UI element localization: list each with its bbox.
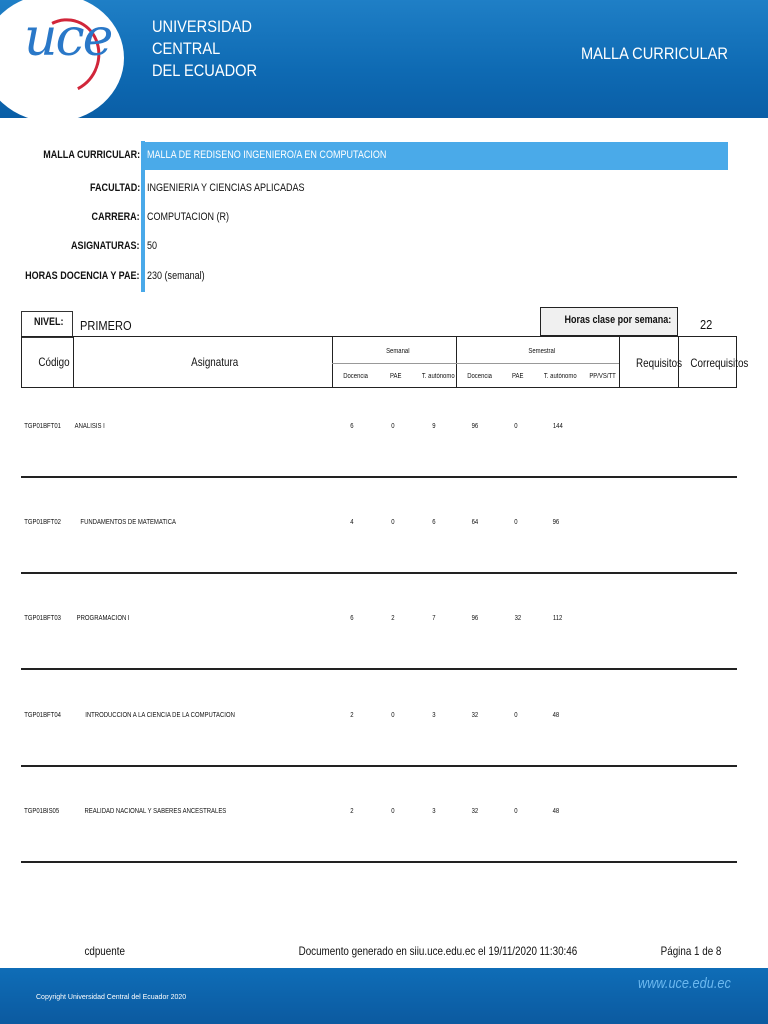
col-autonomo-sem: T. autónomo [543, 373, 577, 380]
col-asignatura: Asignatura [191, 355, 239, 369]
carrera-value: COMPUTACION (R) [147, 211, 230, 223]
row-docencia-sem: 96 [471, 423, 479, 430]
col-correquisitos: Correquisitos [690, 356, 749, 370]
col-pae: PAE [390, 373, 402, 380]
table-row [21, 382, 737, 478]
carrera-label: CARRERA: [91, 211, 140, 223]
col-requisitos: Requisitos [636, 356, 682, 370]
col-semestral: Semestral [528, 348, 556, 355]
table-row [21, 671, 737, 767]
university-line-2: CENTRAL [152, 39, 221, 58]
horas-semana-box [540, 307, 678, 336]
row-docencia: 4 [350, 519, 354, 526]
footer-user: cdpuente [84, 944, 125, 958]
row-pae-sem: 32 [514, 615, 522, 622]
university-name [152, 16, 257, 82]
row-docencia: 6 [350, 615, 354, 622]
row-pae: 0 [391, 423, 395, 430]
row-pae: 0 [391, 519, 395, 526]
col-docencia-sem: Docencia [467, 373, 492, 380]
row-docencia-sem: 64 [471, 519, 479, 526]
row-autonomo-sem: 96 [552, 519, 560, 526]
row-autonomo-sem: 112 [552, 615, 563, 622]
row-autonomo-sem: 48 [552, 808, 560, 815]
horas-value: 230 (semanal) [147, 270, 205, 282]
nivel-label: NIVEL: [34, 316, 64, 328]
website-link[interactable]: www.uce.edu.ec [638, 975, 731, 992]
row-name: ANALISIS I [74, 423, 105, 430]
footer-page: Página 1 de 8 [660, 944, 722, 958]
row-code: TGP01BFT02 [24, 519, 61, 526]
university-line-1: UNIVERSIDAD [152, 17, 252, 36]
row-name: FUNDAMENTOS DE MATEMATICA [80, 519, 176, 526]
row-autonomo: 6 [432, 519, 436, 526]
row-pae: 2 [391, 615, 395, 622]
row-code: TGP01BFT03 [24, 615, 61, 622]
facultad-label: FACULTAD: [89, 182, 140, 194]
col-autonomo: T. autónomo [421, 373, 455, 380]
info-accent-bar [141, 141, 145, 292]
table-row [21, 767, 737, 863]
row-pae-sem: 0 [514, 808, 518, 815]
row-name: PROGRAMACION I [76, 615, 130, 622]
row-docencia-sem: 32 [471, 808, 479, 815]
nivel-label-box [21, 311, 73, 338]
col-ppvstt: PP/VS/TT [589, 373, 616, 380]
row-autonomo-sem: 48 [552, 712, 560, 719]
table-row [21, 574, 737, 670]
row-docencia-sem: 96 [471, 615, 479, 622]
col-semanal: Semanal [386, 348, 410, 355]
row-name: REALIDAD NACIONAL Y SABERES ANCESTRALES [84, 808, 227, 815]
horas-label: HORAS DOCENCIA Y PAE: [25, 270, 140, 282]
row-autonomo-sem: 144 [552, 423, 563, 430]
row-autonomo: 7 [432, 615, 436, 622]
row-pae: 0 [391, 808, 395, 815]
col-pae-sem: PAE [512, 373, 524, 380]
malla-value: MALLA DE REDISENO INGENIERO/A EN COMPUTACION [147, 149, 387, 161]
horas-semana-label: Horas clase por semana: [564, 314, 671, 326]
row-docencia-sem: 32 [471, 712, 479, 719]
row-pae: 0 [391, 712, 395, 719]
row-pae-sem: 0 [514, 712, 518, 719]
row-docencia: 6 [350, 423, 354, 430]
row-docencia: 2 [350, 808, 354, 815]
asignaturas-value: 50 [147, 240, 158, 252]
row-pae-sem: 0 [514, 519, 518, 526]
col-docencia: Docencia [343, 373, 368, 380]
copyright: Copyright Universidad Central del Ecuador 2020 [36, 994, 187, 1001]
row-autonomo: 3 [432, 712, 436, 719]
uce-logo: uce [24, 8, 112, 68]
table-row [21, 478, 737, 574]
university-line-3: DEL ECUADOR [152, 61, 258, 80]
document-title: MALLA CURRICULAR [580, 44, 728, 63]
facultad-value: INGENIERIA Y CIENCIAS APLICADAS [147, 182, 305, 194]
malla-label: MALLA CURRICULAR: [43, 149, 140, 161]
asignaturas-label: ASIGNATURAS: [71, 240, 140, 252]
row-code: TGP01BFT01 [24, 423, 61, 430]
row-divider [21, 668, 737, 670]
col-codigo: Código [38, 355, 70, 369]
row-docencia: 2 [350, 712, 354, 719]
footer-generated: Documento generado en siiu.uce.edu.ec el 19/11/2020 11:30:46 [298, 944, 578, 958]
table-header [21, 336, 749, 388]
row-code: TGP01BFT04 [24, 712, 61, 719]
row-autonomo: 9 [432, 423, 436, 430]
nivel-value: PRIMERO [80, 318, 132, 333]
horas-semana-value: 22 [700, 317, 713, 332]
row-pae-sem: 0 [514, 423, 518, 430]
row-autonomo: 3 [432, 808, 436, 815]
row-code: TGP01BIS05 [24, 808, 60, 815]
page-header [0, 0, 768, 118]
row-divider [21, 861, 737, 863]
row-name: INTRODUCCION A LA CIENCIA DE LA COMPUTACION [85, 712, 235, 719]
